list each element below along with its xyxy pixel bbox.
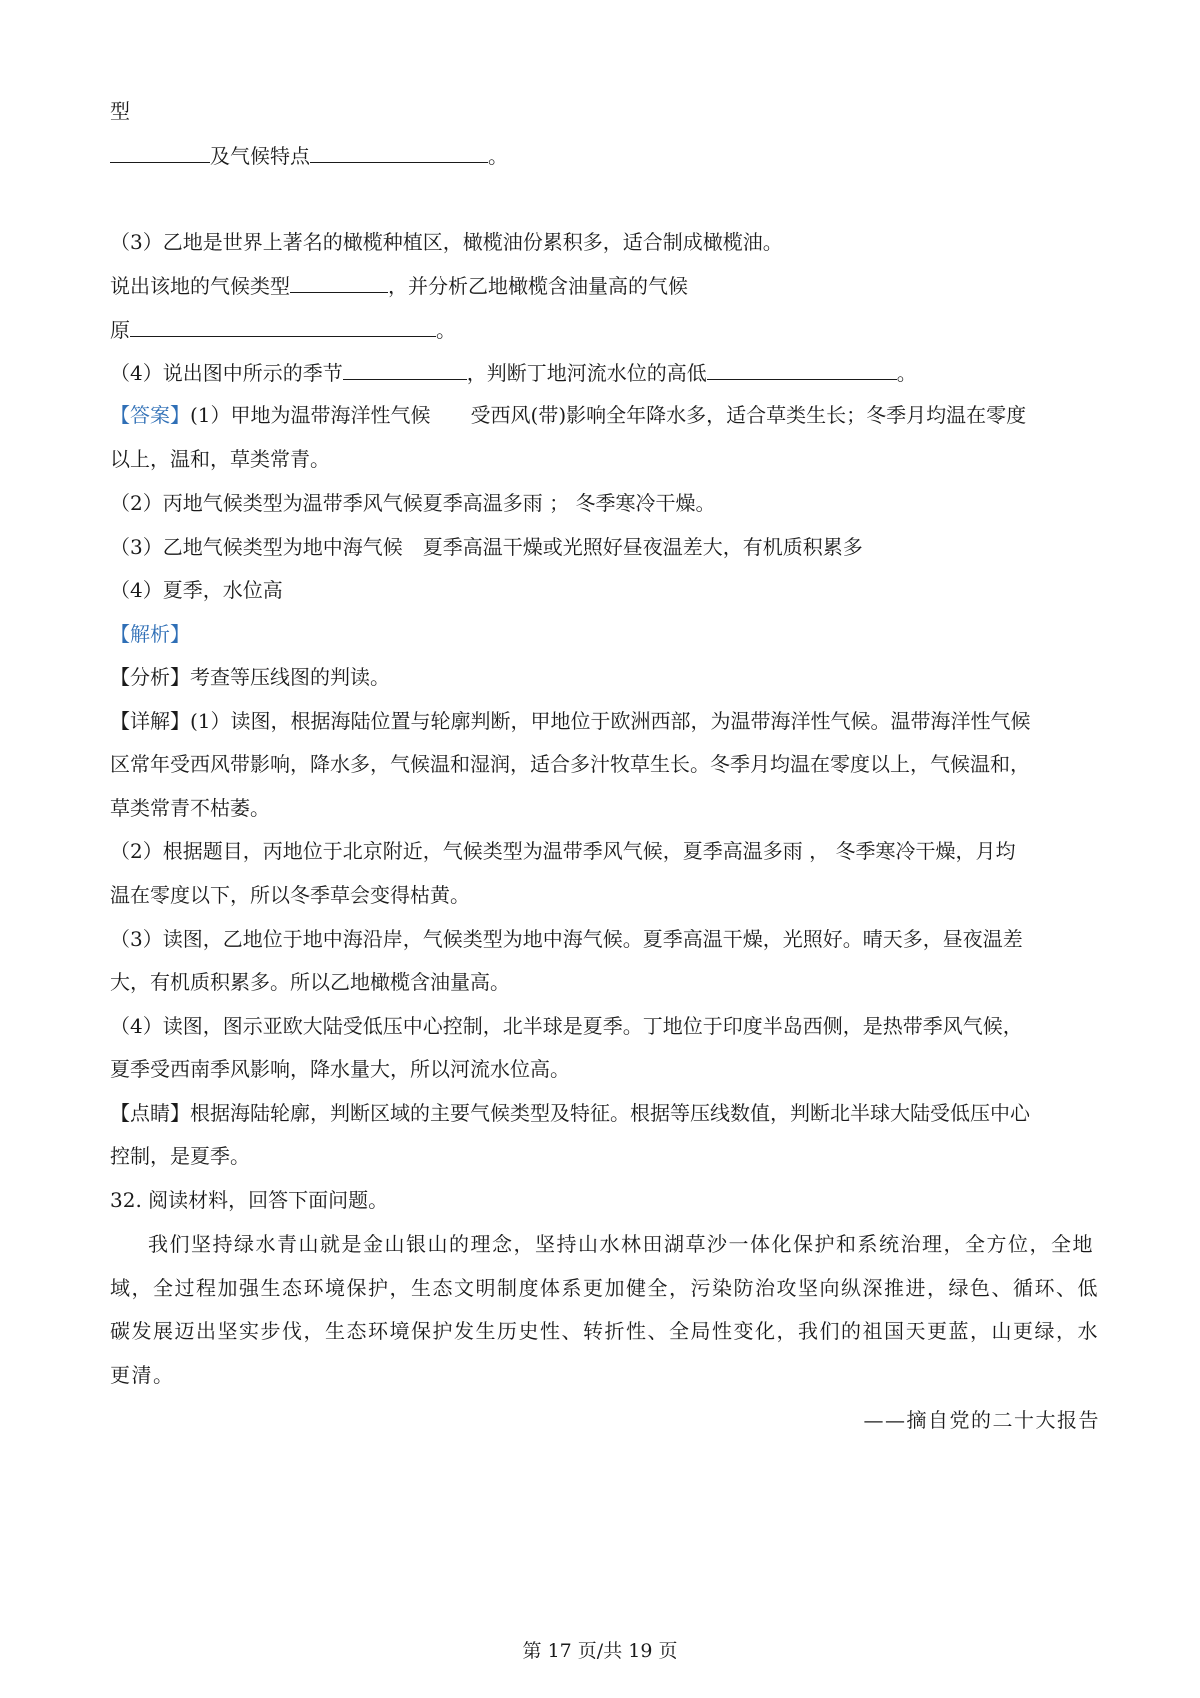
question-32-title: 32. 阅读材料，回答下面问题。: [110, 1188, 389, 1212]
detail-4-line-1: （4）读图，图示亚欧大陆受低压中心控制，北半球是夏季。丁地位于印度半岛西侧，是热带季风气候，: [110, 1014, 1023, 1038]
text-period: 。: [436, 318, 456, 342]
answer-4: （4）夏季，水位高: [110, 578, 283, 602]
material-line-3: 碳发展迈出坚实步伐，生态环境保护发生历史性、转折性、全局性变化，我们的祖国天更蓝，山更绿，水: [110, 1319, 1099, 1343]
detail-1-text: (1）读图，根据海陆位置与轮廓判断，甲地位于欧洲西部，为温带海洋性气候。温带海洋性气候: [190, 709, 1031, 733]
dianjing-text: 根据海陆轮廓，判断区域的主要气候类型及特征。根据等压线数值，判断北半球大陆受低压中心: [190, 1101, 1030, 1125]
answer-2: （2）丙地气候类型为温带季风气候夏季高温多雨 ； 冬季寒冷干燥。: [110, 491, 716, 515]
question-3-line-2: [110, 272, 688, 299]
text-q3-a: 说出该地的气候类型: [110, 274, 290, 298]
xiangjie-line-1: [110, 708, 1031, 734]
xiangjie-tag: 【详解】: [110, 709, 190, 733]
detail-1-line-2: 区常年受西风带影响，降水多，气候温和湿润，适合多汁牧草生长。冬季月均温在零度以上，气候温和，: [110, 752, 1030, 776]
fenxi-text: 考查等压线图的判读。: [190, 665, 390, 689]
detail-4-line-2: 夏季受西南季风影响，降水量大，所以河流水位高。: [110, 1057, 570, 1081]
text-q4-a: （4）说出图中所示的季节: [110, 361, 343, 385]
material-line-1: 我们坚持绿水青山就是金山银山的理念，坚持山水林田湖草沙一体化保护和系统治理，全方位，全地: [148, 1232, 1094, 1256]
answer-line-1b: 以上，温和，草类常青。: [110, 447, 330, 471]
answer-line-1: [110, 402, 1026, 428]
text-period: 。: [488, 144, 508, 168]
fenxi-line: [110, 664, 390, 690]
page-footer: 第 17 页/共 19 页: [522, 1640, 678, 1662]
text-q3-b: ，并分析乙地橄榄含油量高的气候: [388, 274, 688, 298]
text-climate-features: 及气候特点: [210, 144, 310, 168]
question-3-prompt: （3）乙地是世界上著名的橄榄种植区，橄榄油份累积多，适合制成橄榄油。: [110, 230, 783, 254]
blank-underline[interactable]: [110, 142, 210, 163]
answer-line-type: [110, 98, 130, 124]
material-source: ——摘自党的二十大报告: [863, 1408, 1100, 1432]
blank-underline[interactable]: [343, 359, 467, 380]
material-line-2: 域，全过程加强生态环境保护，生态文明制度体系更加健全，污染防治攻坚向纵深推进，绿色、循环、低: [110, 1276, 1099, 1300]
question-3-line-3: [110, 316, 456, 343]
dianjing-line-1: [110, 1100, 1030, 1126]
answer-tag: 【答案】: [110, 403, 190, 427]
text-q4-b: ，判断丁地河流水位的高低: [466, 361, 707, 385]
blank-underline[interactable]: [130, 316, 436, 337]
blank-underline[interactable]: [707, 359, 897, 380]
question-4-line: [110, 359, 917, 386]
answer-3: （3）乙地气候类型为地中海气候 夏季高温干燥或光照好昼夜温差大，有机质积累多: [110, 535, 863, 559]
text-q3-c: 原: [110, 318, 130, 342]
material-line-4: 更清。: [110, 1363, 175, 1387]
dianjing-line-2: 控制，是夏季。: [110, 1144, 250, 1168]
text-period: 。: [896, 361, 917, 385]
blank-underline[interactable]: [310, 142, 488, 163]
detail-1-line-3: 草类常青不枯萎。: [110, 796, 270, 820]
answer-1-text: (1）甲地为温带海洋性气候 受西风(带)影响全年降水多，适合草类生长；冬季月均温在零度: [190, 403, 1027, 427]
fenxi-tag: 【分析】: [110, 665, 190, 689]
detail-3-line-2: 大，有机质积累多。所以乙地橄榄含油量高。: [110, 970, 510, 994]
detail-3-line-1: （3）读图，乙地位于地中海沿岸，气候类型为地中海气候。夏季高温干燥，光照好。晴天多，昼夜温差: [110, 927, 1023, 951]
detail-2-line-2: 温在零度以下，所以冬季草会变得枯黄。: [110, 883, 470, 907]
text-type-char: 型: [110, 99, 130, 123]
dianjing-tag: 【点睛】: [110, 1101, 190, 1125]
detail-2-line-1: （2）根据题目，丙地位于北京附近，气候类型为温带季风气候，夏季高温多雨 ， 冬季寒冷干燥，月均: [110, 839, 1016, 863]
blank-underline[interactable]: [290, 272, 388, 293]
analysis-tag: 【解析】: [110, 622, 190, 646]
blank-line-features: [110, 142, 508, 169]
